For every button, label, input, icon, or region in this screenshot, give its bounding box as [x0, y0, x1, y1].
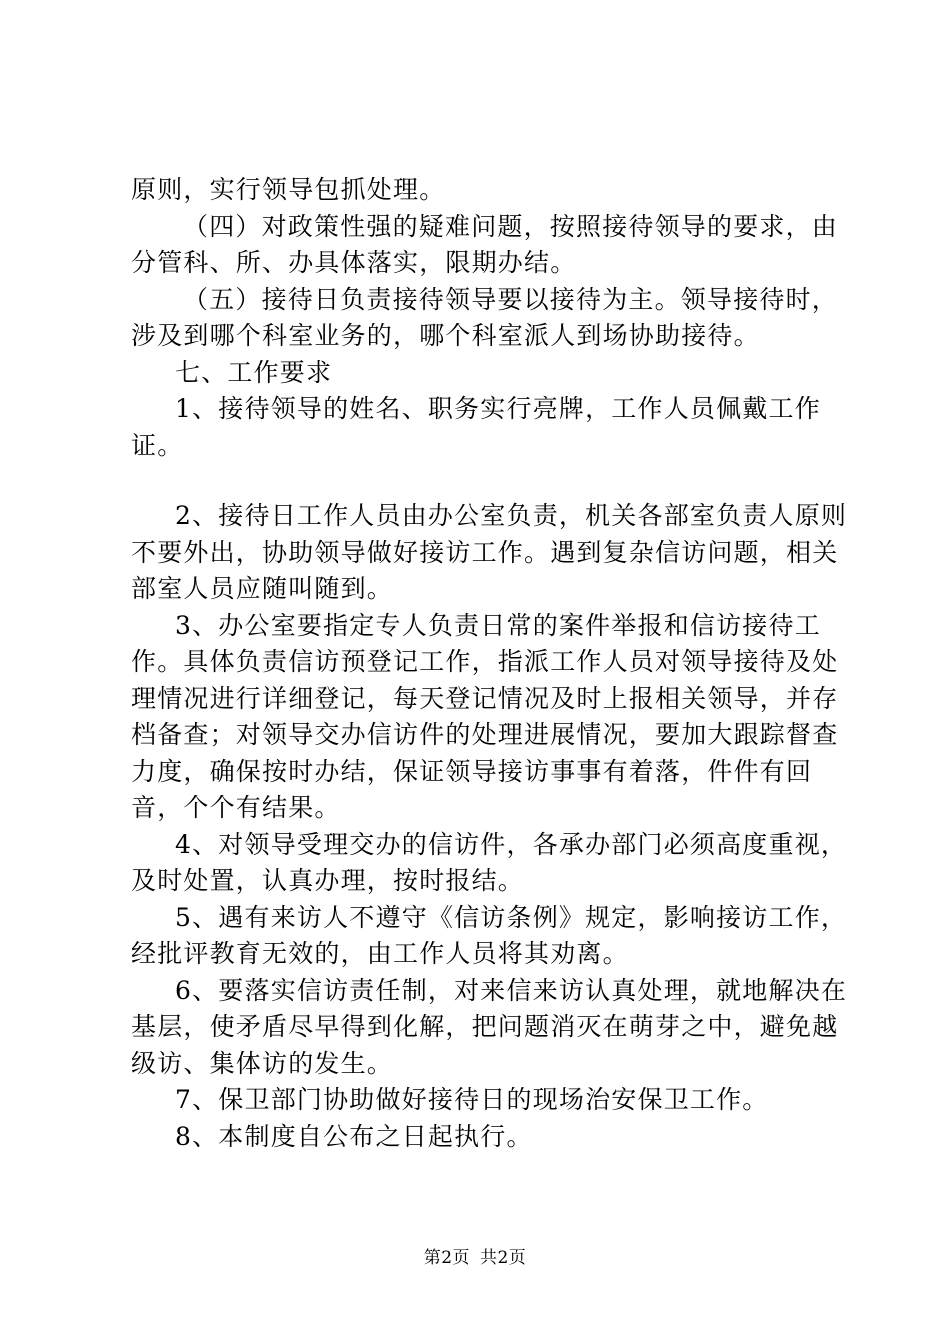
- requirement-6: 6、要落实信访责任制，对来信来访认真处理，就地解决在基层，使矛盾尽早得到化解，把问题消灭在萌芽之中，避免越级访、集体访的发生。: [131, 975, 848, 1078]
- requirement-5: 5、遇有来访人不遵守《信访条例》规定，影响接访工作，经批评教育无效的，由工作人员将其劝离。: [131, 902, 848, 968]
- section-heading-work-requirements: 七、工作要求: [175, 357, 333, 387]
- page-total: 共2页: [479, 1248, 527, 1268]
- paragraph-item-five: （五）接待日负责接待领导要以接待为主。领导接待时，涉及到哪个科室业务的，哪个科室派人到场协助接待。: [131, 284, 839, 350]
- paragraph-item-four: （四）对政策性强的疑难问题，按照接待领导的要求，由分管科、所、办具体落实，限期办结。: [131, 211, 839, 277]
- requirement-2: 2、接待日工作人员由办公室负责，机关各部室负责人原则不要外出，协助领导做好接访工作。遇到复杂信访问题，相关部室人员应随叫随到。: [131, 501, 848, 603]
- requirement-8: 8、本制度自公布之日起执行。: [175, 1121, 533, 1151]
- requirement-7: 7、保卫部门协助做好接待日的现场治安保卫工作。: [175, 1085, 769, 1114]
- document-body: [131, 172, 851, 1155]
- page-footer: [0, 1243, 950, 1268]
- page-number: 第2页: [423, 1248, 471, 1268]
- requirement-3: 3、办公室要指定专人负责日常的案件举报和信访接待工作。具体负责信访预登记工作，指派工作人员对领导接待及处理情况进行详细登记，每天登记情况及时上报相关领导，并存档备查；对领导交办信访件的处理进展情况，要加大跟踪督查力度，确保按时办结，保证领导接访事事有着落，件件有回音，个个有结果。: [131, 610, 839, 822]
- requirement-1: 1、接待领导的姓名、职务实行亮牌，工作人员佩戴工作证。: [131, 394, 821, 460]
- paragraph-continuation: 原则，实行领导包抓处理。: [131, 175, 446, 204]
- paragraph-gap: [131, 464, 851, 498]
- requirement-4: 4、对领导受理交办的信访件，各承办部门必须高度重视，及时处置，认真办理，按时报结。: [131, 829, 848, 895]
